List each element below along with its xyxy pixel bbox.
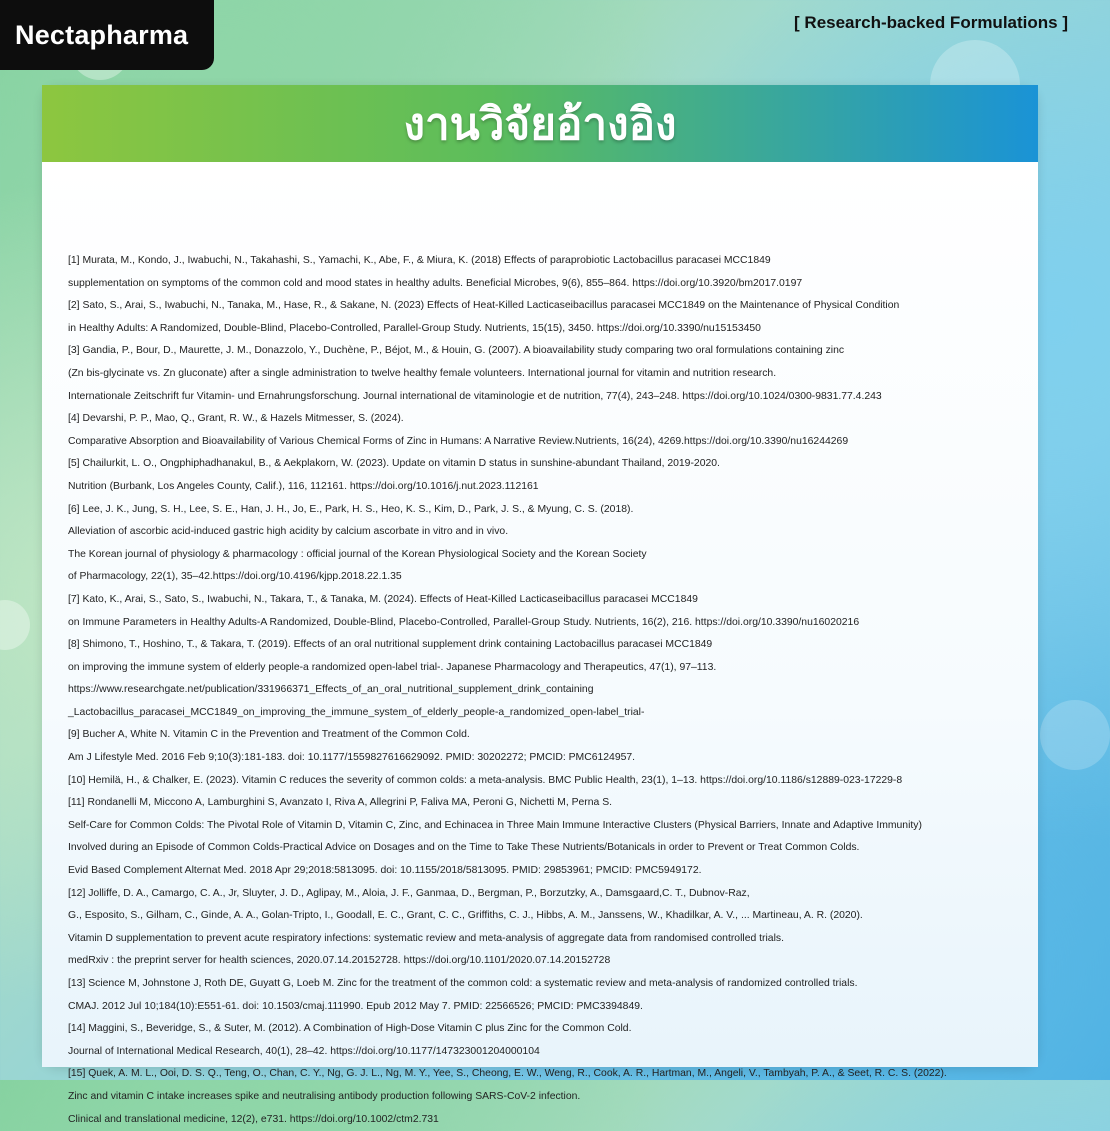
reference-line: Self-Care for Common Colds: The Pivotal Role of Vitamin D, Vitamin C, Zinc, and Echinacea in Three Main Immune Interactive Clusters (Physical Barriers, Innate and Adaptive Immunity) [68, 819, 922, 831]
reference-line: [4] Devarshi, P. P., Mao, Q., Grant, R. W., & Hazels Mitmesser, S. (2024). [68, 413, 404, 425]
card-header [42, 85, 1038, 162]
background-bubble [0, 600, 30, 650]
reference-line: supplementation on symptoms of the common cold and mood states in healthy adults. Beneficial Microbes, 9(6), 855–864. https://doi.org/10.3920/bm2017.0197 [68, 277, 803, 289]
reference-line: Journal of International Medical Research, 40(1), 28–42. https://doi.org/10.1177/147323001204000104 [68, 1045, 540, 1057]
reference-line: https://www.researchgate.net/publication/331966371_Effects_of_an_oral_nutritional_supplement_drink_containing [68, 684, 594, 696]
references-card [42, 85, 1038, 1125]
reference-line: [7] Kato, K., Arai, S., Sato, S., Iwabuchi, N., Takara, T., & Tanaka, M. (2024). Effects of Heat-Killed Lacticaseibacillus paracasei MCC1849 [68, 593, 698, 605]
reference-line: (Zn bis-glycinate vs. Zn gluconate) after a single administration to twelve healthy female volunteers. International journal for vitamin and nutrition research. [68, 367, 777, 379]
tagline: [ Research-backed Formulations ] [794, 13, 1068, 32]
references-body [42, 162, 1038, 1125]
references-list [68, 250, 1028, 1131]
reference-line: Clinical and translational medicine, 12(2), e731. https://doi.org/10.1002/ctm2.731 [68, 1113, 439, 1125]
reference-line: [14] Maggini, S., Beveridge, S., & Suter, M. (2012). A Combination of High-Dose Vitamin C plus Zinc for the Common Cold. [68, 1023, 632, 1035]
reference-line: of Pharmacology, 22(1), 35–42.https://doi.org/10.4196/kjpp.2018.22.1.35 [68, 571, 402, 583]
reference-line: on improving the immune system of elderly people-a randomized open-label trial-. Japanese Pharmacology and Therapeutics, 47(1), 97–113. [68, 661, 717, 673]
reference-line: The Korean journal of physiology & pharmacology : official journal of the Korean Physiological Society and the Korean Society [68, 548, 647, 560]
reference-line: Am J Lifestyle Med. 2016 Feb 9;10(3):181-183. doi: 10.1177/1559827616629092. PMID: 30202272; PMCID: PMC6124957. [68, 752, 636, 764]
reference-line: Internationale Zeitschrift fur Vitamin- und Ernahrungsforschung. Journal international de vitaminologie et de nutrition, 77(4), 243–248. https://doi.org/10.1024/0300-9831.77.4.243 [68, 390, 882, 402]
reference-line: [13] Science M, Johnstone J, Roth DE, Guyatt G, Loeb M. Zinc for the treatment of the common cold: a systematic review and meta-analysis of randomized controlled trials. [68, 978, 858, 989]
reference-line: Vitamin D supplementation to prevent acute respiratory infections: systematic review and meta-analysis of aggregate data from randomised controlled trials. [68, 932, 784, 944]
reference-line: Nutrition (Burbank, Los Angeles County, Calif.), 116, 112161. https://doi.org/10.1016/j.nut.2023.112161 [68, 480, 539, 492]
reference-line: [6] Lee, J. K., Jung, S. H., Lee, S. E., Han, J. H., Jo, E., Park, H. S., Heo, K. S., Kim, D., Park, J. S., & Myung, C. S. (2018). [68, 503, 634, 515]
reference-line: Involved during an Episode of Common Colds-Practical Advice on Dosages and on the Time to Take These Nutrients/Botanicals in order to Prevent or Treat Common Colds. [68, 842, 860, 854]
brand-tag [0, 0, 214, 70]
reference-line: [11] Rondanelli M, Miccono A, Lamburghini S, Avanzato I, Riva A, Allegrini P, Faliva MA, Peroni G, Nichetti M, Perna S. [68, 797, 613, 809]
reference-line: CMAJ. 2012 Jul 10;184(10):E551-61. doi: 10.1503/cmaj.111990. Epub 2012 May 7. PMID: 22566526; PMCID: PMC3394849. [68, 1000, 643, 1012]
card-title: งานวิจัยอ้างอิง [403, 98, 677, 150]
reference-line: [8] Shimono, T., Hoshino, T., & Takara, T. (2019). Effects of an oral nutritional supplement drink containing Lactobacillus paracasei MCC1849 [68, 639, 713, 651]
reference-line: in Healthy Adults: A Randomized, Double-Blind, Placebo-Controlled, Parallel-Group Study. Nutrients, 15(15), 3450. https://doi.org/10.3390/nu15153450 [68, 322, 761, 334]
reference-line: [2] Sato, S., Arai, S., Iwabuchi, N., Tanaka, M., Hase, R., & Sakane, N. (2023) Effects of Heat-Killed Lacticaseibacillus paracasei MCC1849 on the Maintenance of Physical Condition [68, 300, 900, 312]
reference-line: medRxiv : the preprint server for health sciences, 2020.07.14.20152728. https://doi.org/10.1101/2020.07.14.20152728 [68, 955, 611, 967]
reference-line: [3] Gandia, P., Bour, D., Maurette, J. M., Donazzolo, Y., Duchène, P., Béjot, M., & Houin, G. (2007). A bioavailability study comparing two oral formulations containing zinc [68, 345, 845, 357]
reference-line: Comparative Absorption and Bioavailability of Various Chemical Forms of Zinc in Humans: A Narrative Review.Nutrients, 16(24), 4269.https://doi.org/10.3390/nu16244269 [68, 435, 849, 447]
reference-line: [1] Murata, M., Kondo, J., Iwabuchi, N., Takahashi, S., Yamachi, K., Abe, F., & Miura, K. (2018) Effects of paraprobiotic Lactobacillus paracasei MCC1849 [68, 255, 771, 266]
reference-line: [9] Bucher A, White N. Vitamin C in the Prevention and Treatment of the Common Cold. [68, 729, 470, 741]
reference-line: Alleviation of ascorbic acid-induced gastric high acidity by calcium ascorbate in vitro and in vivo. [68, 526, 509, 538]
reference-line: G., Esposito, S., Gilham, C., Ginde, A. A., Golan-Tripto, I., Goodall, E. C., Grant, C. C., Griffiths, C. J., Hibbs, A. M., Janssens, W., Khadilkar, A. V., ... Martineau, A. R. (2020). [68, 910, 863, 922]
background-bubble [1040, 700, 1110, 770]
reference-line: [5] Chailurkit, L. O., Ongphiphadhanakul, B., & Aekplakorn, W. (2023). Update on vitamin D status in sunshine-abundant Thailand, 2019-2020. [68, 458, 720, 470]
reference-line: [12] Jolliffe, D. A., Camargo, C. A., Jr, Sluyter, J. D., Aglipay, M., Aloia, J. F., Ganmaa, D., Bergman, P., Borzutzky, A., Damsgaard,C. T., Dubnov-Raz, [68, 887, 750, 899]
reference-line: [10] Hemilä, H., & Chalker, E. (2023). Vitamin C reduces the severity of common colds: a meta-analysis. BMC Public Health, 23(1), 1–13. https://doi.org/10.1186/s12889-023-17229-8 [68, 774, 903, 786]
reference-line: _Lactobacillus_paracasei_MCC1849_on_improving_the_immune_system_of_elderly_people-a_randomized_open-label_trial- [68, 706, 645, 718]
reference-line: on Immune Parameters in Healthy Adults-A Randomized, Double-Blind, Placebo-Controlled, Parallel-Group Study. Nutrients, 16(2), 216. https://doi.org/10.3390/nu16020216 [68, 616, 860, 628]
reference-line: [15] Quek, A. M. L., Ooi, D. S. Q., Teng, O., Chan, C. Y., Ng, G. J. L., Ng, M. Y., Yee, S., Cheong, E. W., Weng, R., Cook, A. R., Hartman, M., Angeli, V., Tambyah, P. A., & Seet, R. C. S. (2022). [68, 1068, 947, 1080]
reference-line: Evid Based Complement Alternat Med. 2018 Apr 29;2018:5813095. doi: 10.1155/2018/5813095. PMID: 29853961; PMCID: PMC5949172. [68, 865, 702, 877]
brand-name: Nectapharma [15, 19, 189, 50]
reference-line: Zinc and vitamin C intake increases spike and neutralising antibody production following SARS-CoV-2 infection. [68, 1090, 581, 1102]
